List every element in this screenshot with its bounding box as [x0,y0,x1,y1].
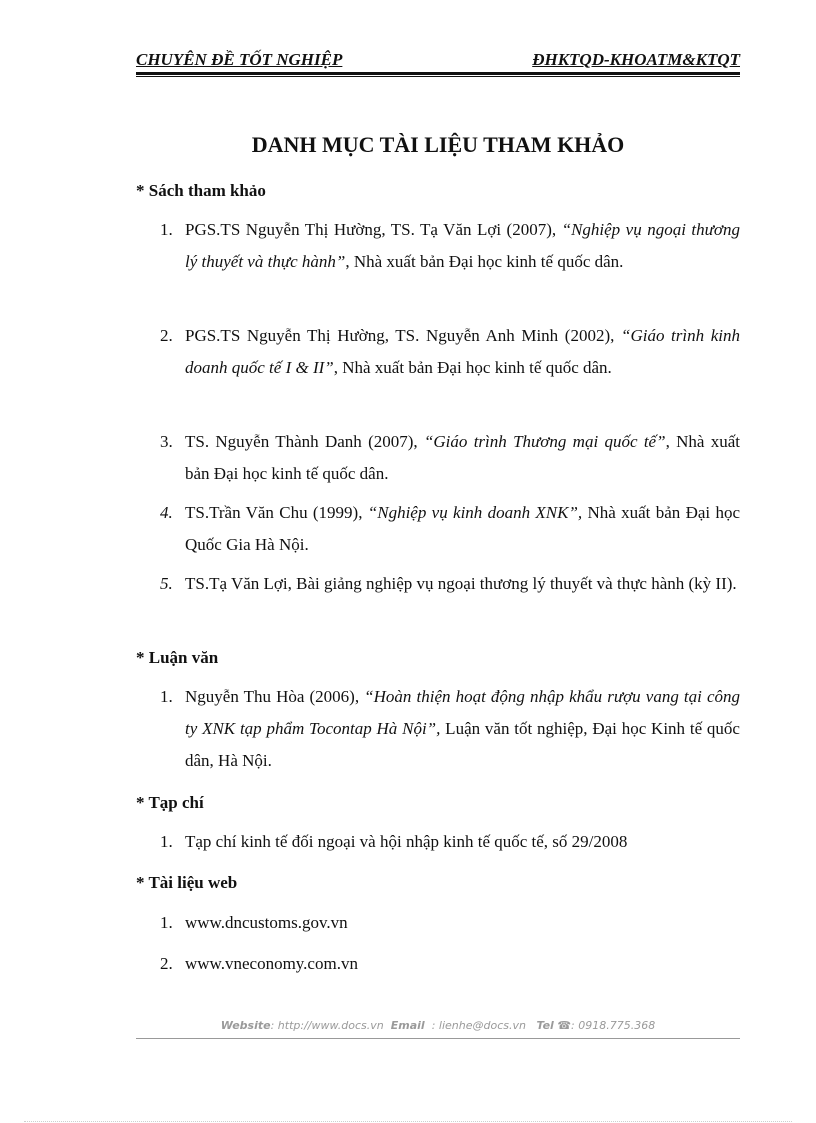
reference-text: TS.Tạ Văn Lợi, Bài giảng nghiệp vụ ngoại thương lý thuyết và thực hành (kỳ II). [185,574,737,593]
reference-link[interactable]: www.dncustoms.gov.vn [185,913,348,932]
header-rule-thin [136,76,740,77]
email-value[interactable]: : lienhe@docs.vn [431,1019,526,1032]
list-item [160,497,740,561]
page-title: DANH MỤC TÀI LIỆU THAM KHẢO [251,132,625,157]
list-item [160,948,740,980]
reference-text: TS. Nguyễn Thành Danh (2007), “Giáo trình Thương mại quốc tế”, Nhà xuất bản Đại học kinh tế quốc dân. [185,432,741,483]
item-number: 2. [160,954,173,973]
website-value[interactable]: : http://www.docs.vn [270,1019,384,1032]
page-header [136,50,740,72]
item-number: 5. [160,574,173,593]
list-item [160,568,740,600]
item-number: 1. [160,687,173,706]
header-left-title: CHUYÊN ĐỀ TỐT NGHIỆP [136,50,343,69]
page-bottom-border [24,1121,792,1122]
section-heading-web: * Tài liệu web [136,873,238,892]
item-number: 4. [160,503,173,522]
email-label: Email [390,1019,425,1032]
list-item [160,426,740,490]
phone-icon: ☎ [557,1019,572,1032]
section-heading-books: * Sách tham khảo [136,181,266,200]
item-number: 2. [160,326,173,345]
reference-text: TS.Trần Văn Chu (1999), “Nghiệp vụ kinh doanh XNK”, Nhà xuất bản Đại học Quốc Gia Hà Nội. [185,503,740,554]
list-item [160,826,740,858]
list-item [160,214,740,278]
reference-text: Nguyễn Thu Hòa (2006), “Hoàn thiện hoạt động nhập khẩu rượu vang tại công ty XNK tạp phẩm Tocontap Hà Nội”, Luận văn tốt nghiệp, Đại học Kinh tế quốc dân, Hà Nội. [185,687,740,770]
list-item [160,320,740,384]
item-number: 1. [160,832,173,851]
footer-rule [136,1038,740,1039]
list-item [160,907,740,939]
reference-text: PGS.TS Nguyễn Thị Hường, TS. Tạ Văn Lợi (2007), “Nghiệp vụ ngoại thương lý thuyết và thực hành”, Nhà xuất bản Đại học kinh tế quốc dân. [185,220,740,271]
page-footer [136,1019,740,1032]
reference-link[interactable]: www.vneconomy.com.vn [185,954,358,973]
header-rule [136,72,740,75]
reference-text: PGS.TS Nguyễn Thị Hường, TS. Nguyễn Anh Minh (2002), “Giáo trình kinh doanh quốc tế I & II”, Nhà xuất bản Đại học kinh tế quốc dân. [185,326,740,377]
section-heading-theses: * Luận văn [136,648,219,667]
item-number: 1. [160,220,173,239]
reference-text: Tạp chí kinh tế đối ngoại và hội nhập kinh tế quốc tế, số 29/2008 [185,832,628,851]
item-number: 3. [160,432,173,451]
list-item [160,681,740,777]
section-heading-journals: * Tạp chí [136,793,204,812]
tel-label: Tel [536,1019,554,1032]
item-number: 1. [160,913,173,932]
tel-value: : 0918.775.368 [571,1019,656,1032]
header-right-title: ĐHKTQD-KHOATM&KTQT [532,50,740,69]
website-label: Website [220,1019,271,1032]
